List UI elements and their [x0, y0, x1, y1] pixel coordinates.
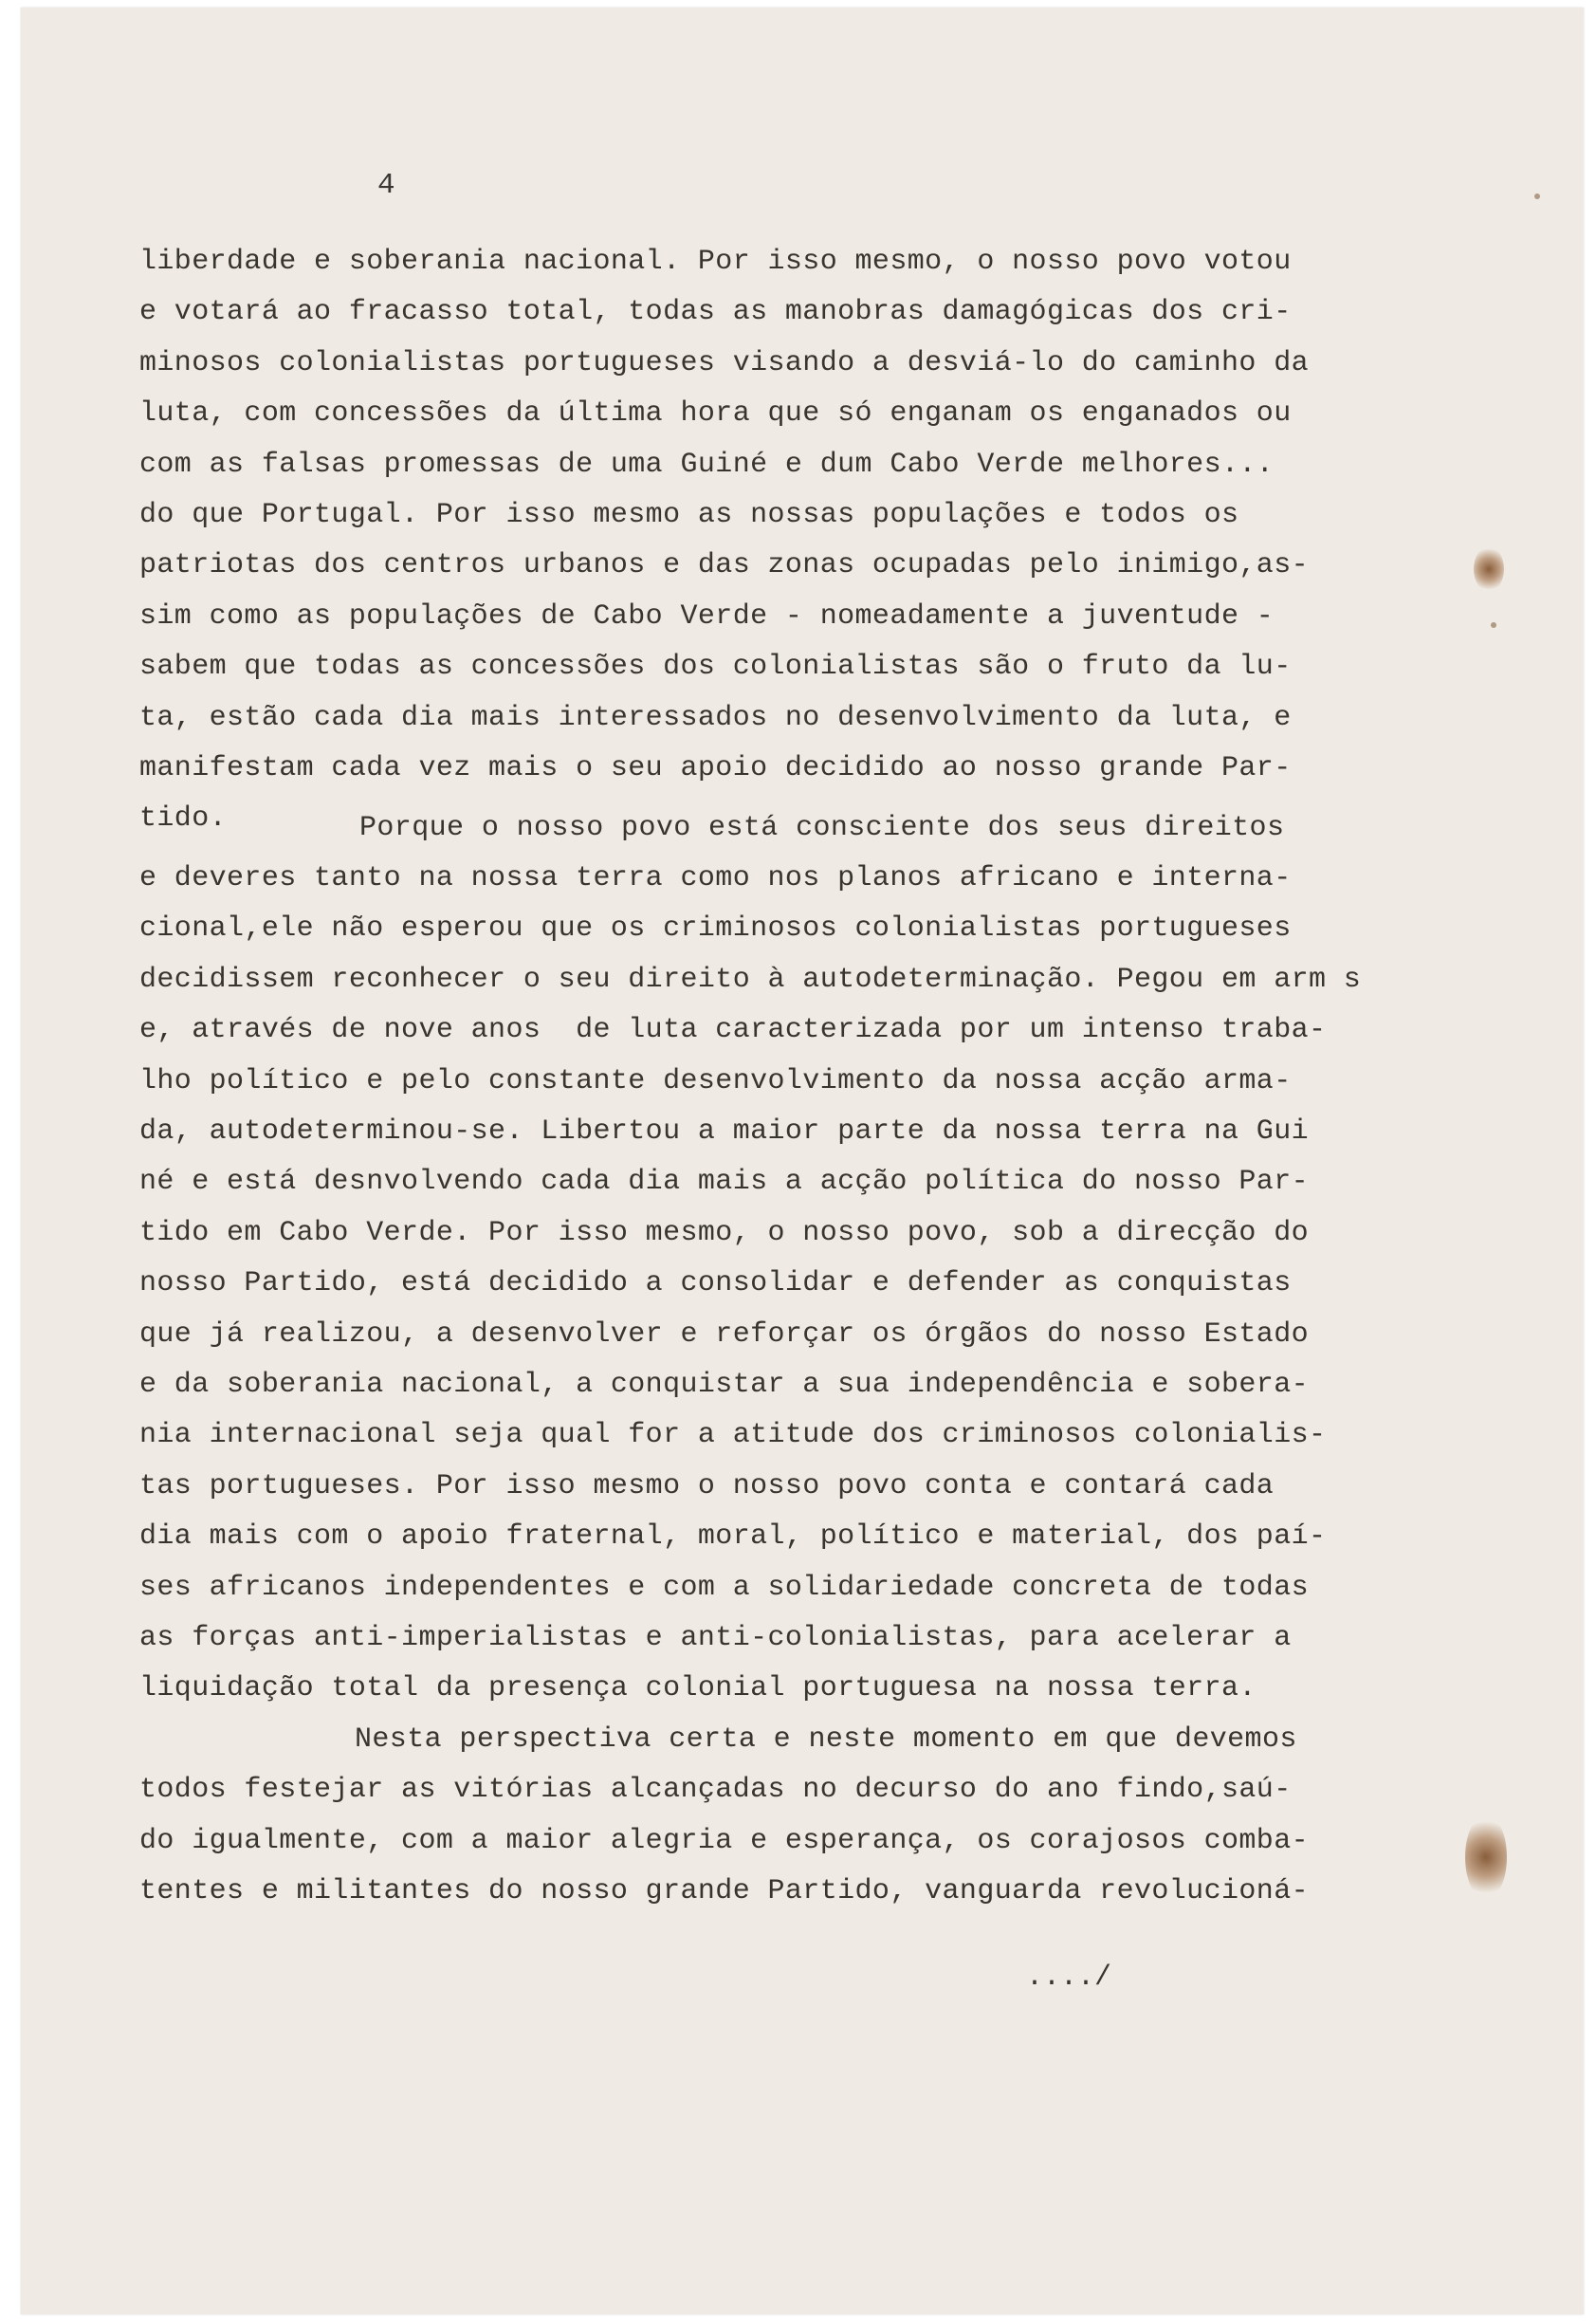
text-line: luta, com concessões da última hora que só enganam os enganados ou	[139, 397, 1292, 431]
text-line: nosso Partido, está decidido a consolidar e defender as conquistas	[139, 1267, 1292, 1300]
text-line: manifestam cada vez mais o seu apoio decidido ao nosso grande Par-	[139, 751, 1292, 784]
text-line: dia mais com o apoio fraternal, moral, político e material, dos paí-	[139, 1520, 1327, 1554]
text-line: e da soberania nacional, a conquistar a sua independência e sobera-	[139, 1368, 1309, 1401]
text-line: que já realizou, a desenvolver e reforçar os órgãos do nosso Estado	[139, 1317, 1309, 1351]
text-line: do que Portugal. Por isso mesmo as nossas populações e todos os	[139, 498, 1239, 531]
text-line: tas portugueses. Por isso mesmo o nosso povo conta e contará cada	[139, 1469, 1275, 1502]
text-line: e deveres tanto na nossa terra como nos planos africano e interna-	[139, 862, 1292, 895]
continuation-mark: ..../	[1026, 1962, 1112, 1994]
text-line: do igualmente, com a maior alegria e esperança, os corajosos comba-	[139, 1824, 1309, 1857]
text-line: nia internacional seja qual for a atitude dos criminosos colonialis-	[139, 1419, 1327, 1452]
text-line: da, autodeterminou-se. Libertou a maior parte da nossa terra na Gui	[139, 1115, 1309, 1149]
text-line: ta, estão cada dia mais interessados no desenvolvimento da luta, e	[139, 701, 1292, 734]
page-number: 4	[377, 169, 395, 202]
rust-stain	[1465, 1814, 1507, 1900]
text-line: lho político e pelo constante desenvolvimento da nossa acção arma-	[139, 1064, 1292, 1097]
text-line: patriotas dos centros urbanos e das zonas ocupadas pelo inimigo,as-	[139, 549, 1309, 582]
text-line: sabem que todas as concessões dos colonialistas são o fruto da lu-	[139, 651, 1292, 684]
text-line: minosos colonialistas portugueses visando a desviá-lo do caminho da	[139, 346, 1309, 379]
text-line: tido.	[139, 802, 228, 836]
text-line: e votará ao fracasso total, todas as manobras damagógicas dos cri-	[139, 296, 1292, 329]
text-line: liberdade e soberania nacional. Por isso mesmo, o nosso povo votou	[139, 246, 1292, 278]
text-line: Porque o nosso povo está consciente dos seus direitos	[359, 811, 1285, 844]
text-line: né e está desnvolvendo cada dia mais a acção política do nosso Par-	[139, 1166, 1309, 1199]
text-line: todos festejar as vitórias alcançadas no decurso do ano findo,saú-	[139, 1774, 1292, 1807]
text-line: decidissem reconhecer o seu direito à autodeterminação. Pegou em arm s	[139, 963, 1362, 996]
text-line: ses africanos independentes e com a solidariedade concreta de todas	[139, 1571, 1309, 1604]
text-line: tido em Cabo Verde. Por isso mesmo, o nosso povo, sob a direcção do	[139, 1216, 1309, 1249]
text-line: tentes e militantes do nosso grande Partido, vanguarda revolucioná-	[139, 1874, 1309, 1907]
paper-speck	[1534, 193, 1540, 199]
document-sheet	[21, 8, 1584, 2314]
text-line: sim como as populações de Cabo Verde - nomeadamente a juventude -	[139, 599, 1275, 633]
text-line: liquidação total da presença colonial portuguesa na nossa terra.	[139, 1672, 1257, 1705]
rust-stain	[1474, 546, 1504, 592]
text-line: com as falsas promessas de uma Guiné e dum Cabo Verde melhores...	[139, 448, 1275, 481]
text-line: as forças anti-imperialistas e anti-colonialistas, para acelerar a	[139, 1621, 1292, 1654]
text-line: e, através de nove anos de luta caracterizada por um intenso traba-	[139, 1014, 1327, 1047]
document-body	[139, 237, 1467, 1917]
paper-speck	[1491, 622, 1496, 628]
text-line: Nesta perspectiva certa e neste momento em que devemos	[355, 1722, 1297, 1756]
text-line: cional,ele não esperou que os criminosos colonialistas portugueses	[139, 912, 1292, 946]
